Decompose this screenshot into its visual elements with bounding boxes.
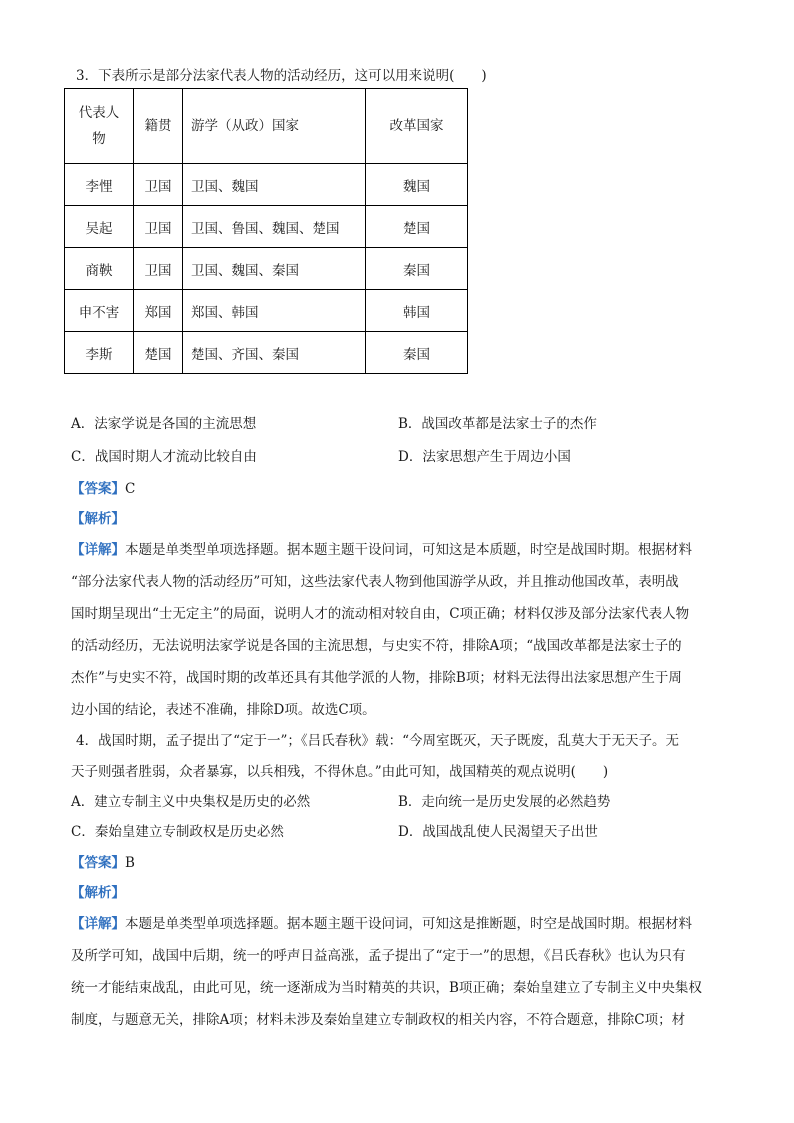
q3-answer — [71, 479, 135, 499]
q3-detail-line: 的活动经历，无法说明法家学说是各国的主流思想，与史实不符，排除A项；“战国改革都是法家士子的 — [71, 638, 682, 654]
table-cell: 李悝 — [65, 164, 134, 206]
table-row — [65, 290, 468, 332]
table-cell: 楚国 — [366, 206, 468, 248]
q3-stem: 3．下表所示是部分法家代表人物的活动经历，这可以用来说明( ) — [76, 68, 487, 84]
q3-detail-line: 国时期呈现出“士无定主”的局面，说明人才的流动相对较自由，C项正确；材料仅涉及部分法家代表人物 — [71, 606, 690, 622]
table-cell: 卫国 — [134, 248, 183, 290]
table-cell: 楚国 — [134, 332, 183, 374]
table-header-row — [65, 89, 468, 164]
q4-option-a: A．建立专制主义中央集权是历史的必然 — [71, 794, 311, 810]
header-cell — [65, 89, 134, 164]
q3-detail-line: 杰作”与史实不符，战国时期的改革还具有其他学派的人物，排除B项；材料无法得出法家思想产生于周 — [71, 670, 682, 686]
q4-answer — [71, 853, 135, 873]
table-cell: 李斯 — [65, 332, 134, 374]
detail-text: 本题是单类型单项选择题。据本题主题干设问词，可知这是推断题，时空是战国时期。根据材料 — [125, 916, 692, 932]
detail-text: 本题是单类型单项选择题。据本题主题干设问词，可知这是本质题，时空是战国时期。根据材料 — [125, 542, 692, 558]
answer-tag: 【答案】 — [71, 481, 125, 497]
q3-option-b: B．战国改革都是法家士子的杰作 — [398, 416, 597, 432]
analysis-tag: 【解析】 — [71, 885, 125, 901]
table-cell: 卫国、魏国 — [183, 164, 366, 206]
table-cell: 吴起 — [65, 206, 134, 248]
header-cell: 籍贯 — [134, 89, 183, 164]
q4-detail-line — [71, 914, 692, 934]
table-row — [65, 206, 468, 248]
q3-detail-line: “部分法家代表人物的活动经历”可知，这些法家代表人物到他国游学从政，并且推动他国改革，表明战 — [71, 574, 679, 590]
table-cell: 郑国、韩国 — [183, 290, 366, 332]
q3-option-d: D．法家思想产生于周边小国 — [398, 449, 571, 465]
detail-tag: 【详解】 — [71, 542, 125, 558]
q4-detail-line: 制度，与题意无关，排除A项；材料未涉及秦始皇建立专制政权的相关内容，不符合题意，排除C项；材 — [71, 1012, 686, 1028]
q3-detail-line: 边小国的结论，表述不准确，排除D项。故选C项。 — [71, 702, 376, 718]
answer-tag: 【答案】 — [71, 855, 125, 871]
answer-value: C — [125, 481, 136, 497]
table-cell: 秦国 — [366, 248, 468, 290]
table-cell: 商鞅 — [65, 248, 134, 290]
table-cell: 韩国 — [366, 290, 468, 332]
header-cell: 改革国家 — [366, 89, 468, 164]
table-cell: 卫国 — [134, 206, 183, 248]
q3-option-c: C．战国时期人才流动比较自由 — [71, 449, 257, 465]
q4-option-c: C．秦始皇建立专制政权是历史必然 — [71, 824, 284, 840]
q4-option-d: D．战国战乱使人民渴望天子出世 — [398, 824, 598, 840]
header-cell: 游学（从政）国家 — [183, 89, 366, 164]
table-cell: 楚国、齐国、秦国 — [183, 332, 366, 374]
q3-analysis-tag — [71, 509, 125, 529]
q3-option-a: A．法家学说是各国的主流思想 — [71, 416, 257, 432]
q4-stem-line: 4．战国时期，孟子提出了“定于一”；《吕氏春秋》载：“今周室既灭，天子既废，乱莫大于无天子。无 — [76, 733, 680, 749]
table-cell: 魏国 — [366, 164, 468, 206]
q4-detail-line: 及所学可知，战国中后期，统一的呼声日益高涨，孟子提出了“定于一”的思想，《吕氏春秋》也认为只有 — [71, 948, 686, 964]
table-cell: 申不害 — [65, 290, 134, 332]
table-cell: 郑国 — [134, 290, 183, 332]
table-row — [65, 332, 468, 374]
q4-detail-line: 统一才能结束战乱，由此可见，统一逐渐成为当时精英的共识，B项正确；秦始皇建立了专制主义中央集权 — [71, 980, 702, 996]
table-cell: 卫国、魏国、秦国 — [183, 248, 366, 290]
table-cell: 秦国 — [366, 332, 468, 374]
table-cell: 卫国、鲁国、魏国、楚国 — [183, 206, 366, 248]
q4-option-b: B．走向统一是历史发展的必然趋势 — [398, 794, 611, 810]
table-row — [65, 164, 468, 206]
q3-table — [64, 88, 468, 374]
header-cell-text: 代表人物 — [78, 105, 120, 147]
table-row — [65, 248, 468, 290]
answer-value: B — [125, 855, 135, 871]
analysis-tag: 【解析】 — [71, 511, 125, 527]
table-cell: 卫国 — [134, 164, 183, 206]
q3-detail-line — [71, 540, 692, 560]
q4-stem-line: 天子则强者胜弱，众者暴寡，以兵相残，不得休息。”由此可知，战国精英的观点说明( ) — [71, 764, 609, 780]
q4-analysis-tag — [71, 883, 125, 903]
detail-tag: 【详解】 — [71, 916, 125, 932]
